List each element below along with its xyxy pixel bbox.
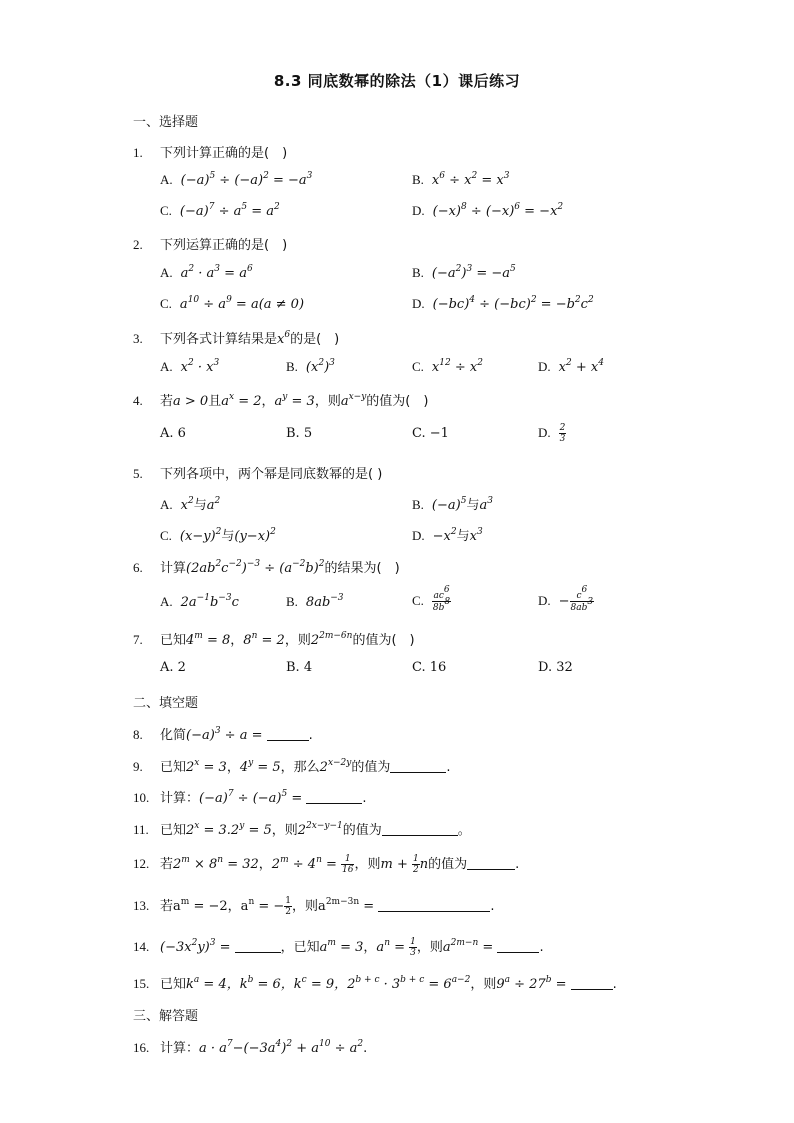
- option-2d: D. $(-bc)^4 \div (-bc)^2 = -b^2c^2$: [412, 295, 594, 312]
- question-number: 5.: [133, 466, 143, 481]
- question-13: 13. 若$a^m = -2$，$a^n$ = − $\frac{1}{2}$ ，则$a^{2m-3n}$ = .: [133, 896, 495, 917]
- question-3: 3. 下列各式计算结果是$x^6$的是( ): [133, 330, 340, 347]
- answer-blank[interactable]: [235, 940, 281, 953]
- option-5d: D. $-x^2$与$x^3$: [412, 527, 483, 544]
- option-2b: B. $(-a^2)^3 = -a^5$: [412, 264, 516, 281]
- question-7: 7. 已知$4^m = 8$，$8^n = 2$，则$2^{2m-6n}$的值为( ): [133, 631, 415, 648]
- option-1c: C. $(-a)^7 \div a^5 = a^2$: [160, 202, 280, 219]
- section-fill-heading: 二、填空题: [133, 696, 199, 711]
- option-1b: B. $x^6 \div x^2 = x^3$: [412, 171, 510, 188]
- option-6a: A. $2a^{-1}b^{-3}c$: [160, 593, 239, 610]
- question-number: 15.: [133, 976, 150, 991]
- question-6: 6. 计算$(2ab^2c^{-2})^{-3} \div (a^{-2}b)^2$的结果为( ): [133, 559, 400, 576]
- answer-blank[interactable]: [571, 977, 613, 990]
- option-7b: B. 4: [286, 660, 313, 675]
- question-5: [133, 463, 382, 482]
- question-number: 9.: [133, 759, 143, 774]
- answer-blank[interactable]: [306, 791, 362, 804]
- option-7d: D. 32: [538, 660, 573, 675]
- option-5b: B. $(-a)^5$与$a^3$: [412, 496, 493, 513]
- question-1: [133, 142, 287, 161]
- question-16: 16. 计算：$a \cdot a^7-(-3a^4)^2 + a^{10} \div a^2$.: [133, 1039, 368, 1056]
- question-number: 6.: [133, 560, 143, 575]
- question-2: [133, 234, 287, 253]
- question-10: 10. 计算：$(-a)^7 \div (-a)^5$ = .: [133, 789, 367, 806]
- question-11: 11. 已知$2^x = 3.2^y = 5$，则$2^{2x-y-1}$的值为 。: [133, 821, 471, 838]
- answer-blank[interactable]: [378, 899, 490, 912]
- option-2a: A. $a^2 \cdot a^3 = a^6$: [160, 264, 253, 281]
- answer-blank[interactable]: [382, 823, 458, 836]
- question-number: 11.: [133, 822, 149, 837]
- option-4d: D. $\frac{2}{3}$: [538, 423, 566, 444]
- question-stem: 下列计算正确的是( ): [160, 146, 288, 161]
- question-number: 4.: [133, 393, 143, 408]
- answer-blank[interactable]: [497, 940, 539, 953]
- question-number: 13.: [133, 898, 150, 913]
- option-3c: C. $x^{12} \div x^2$: [412, 358, 483, 375]
- question-15: 15. 已知$k^a = 4$，$k^b = 6$，$k^c = 9$，$2^{b + c} \cdot 3^{b + c} = 6^{a-2}$，则$9^a \div 27^b$ = .: [133, 975, 617, 992]
- question-number: 10.: [133, 790, 150, 805]
- answer-blank[interactable]: [267, 728, 309, 741]
- option-3b: B. $(x^2)^3$: [286, 358, 335, 375]
- option-6c: C. $\frac{ac^6}{8b^8}$: [412, 585, 451, 613]
- question-number: 7.: [133, 632, 143, 647]
- question-number: 3.: [133, 331, 143, 346]
- question-number: 16.: [133, 1040, 150, 1055]
- question-12: 12. 若$2^m \times 8^n = 32$，$2^m \div 4^n$ = $\frac{1}{16}$ ，则m + $\frac{1}{2}$ n的值为 .: [133, 854, 520, 875]
- option-6d: D. − $\frac{c^6}{8ab^3}$: [538, 585, 594, 613]
- option-7c: C. 16: [412, 660, 447, 675]
- option-5a: A. $x^2$与$a^2$: [160, 496, 221, 513]
- page-title: 8.3 同底数幂的除法（1）课后练习: [273, 72, 521, 90]
- option-5c: C. $(x-y)^2$与$(y-x)^2$: [160, 527, 276, 544]
- option-1d: D. $(-x)^8 \div (-x)^6 = -x^2$: [412, 202, 564, 219]
- question-number: 1.: [133, 145, 143, 160]
- section-choice-heading: 一、选择题: [133, 115, 199, 130]
- option-4c: C. −1: [412, 426, 449, 441]
- question-8: 8. 化简$(-a)^3 \div a$ = .: [133, 726, 313, 743]
- question-number: 8.: [133, 727, 143, 742]
- option-4b: B. 5: [286, 426, 313, 441]
- question-stem: 下列各项中，两个幂是同底数幂的是( ): [160, 467, 383, 482]
- option-4a: A. 6: [160, 426, 186, 441]
- option-7a: A. 2: [160, 660, 186, 675]
- option-2c: C. $a^{10} \div a^9 = a(a \ne 0)$: [160, 295, 305, 312]
- answer-blank[interactable]: [390, 760, 446, 773]
- section-answer-heading: 三、解答题: [133, 1009, 199, 1024]
- question-14: 14. $(-3x^2y)^3$ = ，已知$a^m = 3$，$a^n$ = $\frac{1}{3}$ ，则$a^{2m-n}$ = .: [133, 937, 544, 958]
- question-stem: 下列运算正确的是( ): [160, 238, 288, 253]
- option-3a: A. $x^2 \cdot x^3$: [160, 358, 220, 375]
- question-9: 9. 已知$2^x = 3$，$4^y = 5$，那么$2^{x-2y}$的值为 .: [133, 758, 451, 775]
- option-6b: B. $8ab^{-3}$: [286, 593, 344, 610]
- option-1a: A. $(-a)^5 \div (-a)^2 = -a^3$: [160, 171, 313, 188]
- question-number: 12.: [133, 856, 150, 871]
- question-4: 4. 若a > 0且$a^x = 2$，$a^y = 3$，则$a^{x-y}$的值为( ): [133, 392, 429, 409]
- question-number: 2.: [133, 237, 143, 252]
- option-3d: D. $x^2 + x^4$: [538, 358, 604, 375]
- answer-blank[interactable]: [467, 857, 515, 870]
- question-number: 14.: [133, 939, 150, 954]
